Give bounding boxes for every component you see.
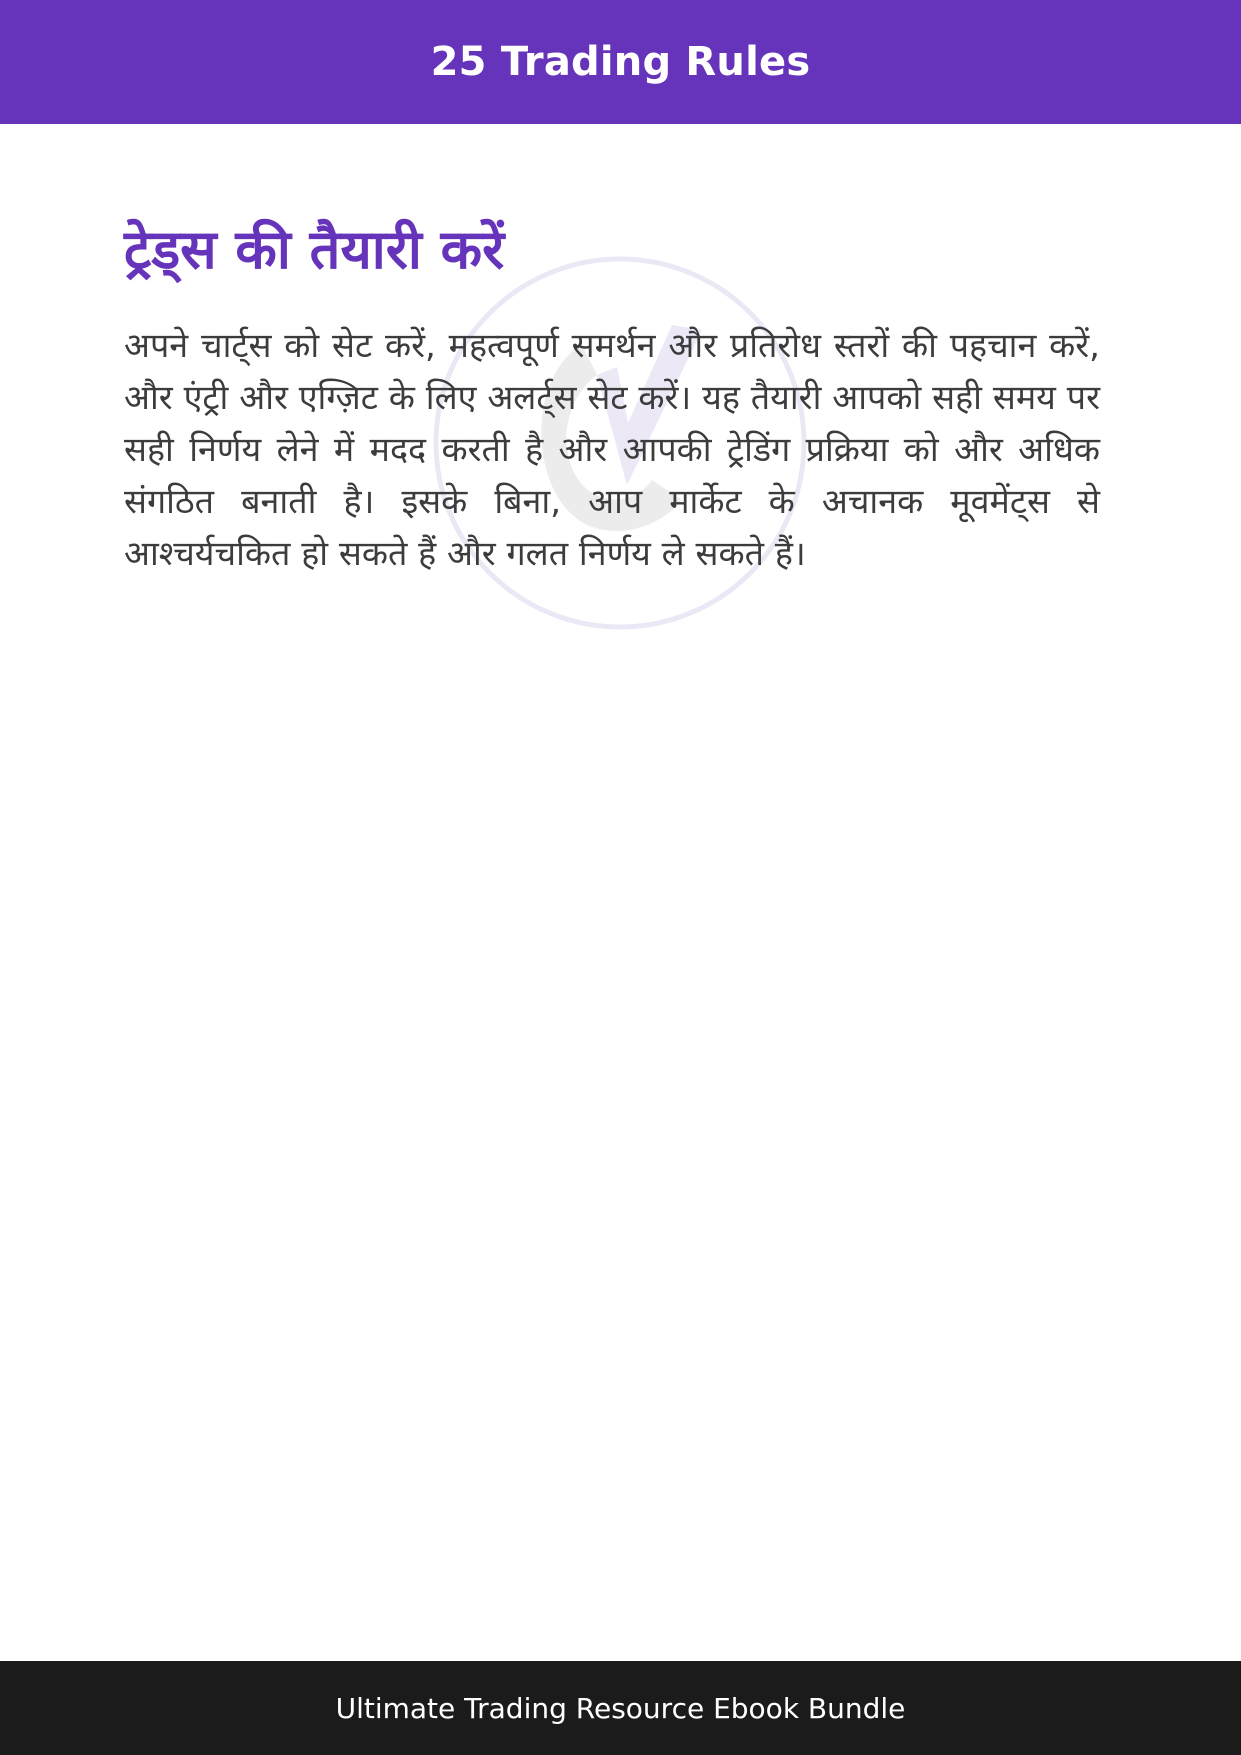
footer-text: Ultimate Trading Resource Ebook Bundle bbox=[335, 1691, 906, 1725]
header-title: 25 Trading Rules bbox=[430, 39, 811, 85]
section-heading: ट्रेड्स की तैयारी करें bbox=[124, 218, 505, 281]
page-header bbox=[0, 0, 1241, 124]
content-area bbox=[124, 210, 1100, 580]
page-footer bbox=[0, 1661, 1241, 1755]
section-body-text: अपने चार्ट्स को सेट करें, महत्वपूर्ण समर्थन और प्रतिरोध स्तरों की पहचान करें, और एंट्री और एग्ज़िट के लिए अलर्ट्स सेट करें। यह तैयारी आपको सही समय पर सही निर्णय लेने में मदद करती है और आपकी ट्रेडिंग प्रक्रिया को और अधिक संगठित बनाती है। इसके बिना, आप मार्केट के अचानक मूवमेंट्स से आश्चर्यचकित हो सकते हैं और गलत निर्णय ले सकते हैं। bbox=[124, 326, 1100, 574]
